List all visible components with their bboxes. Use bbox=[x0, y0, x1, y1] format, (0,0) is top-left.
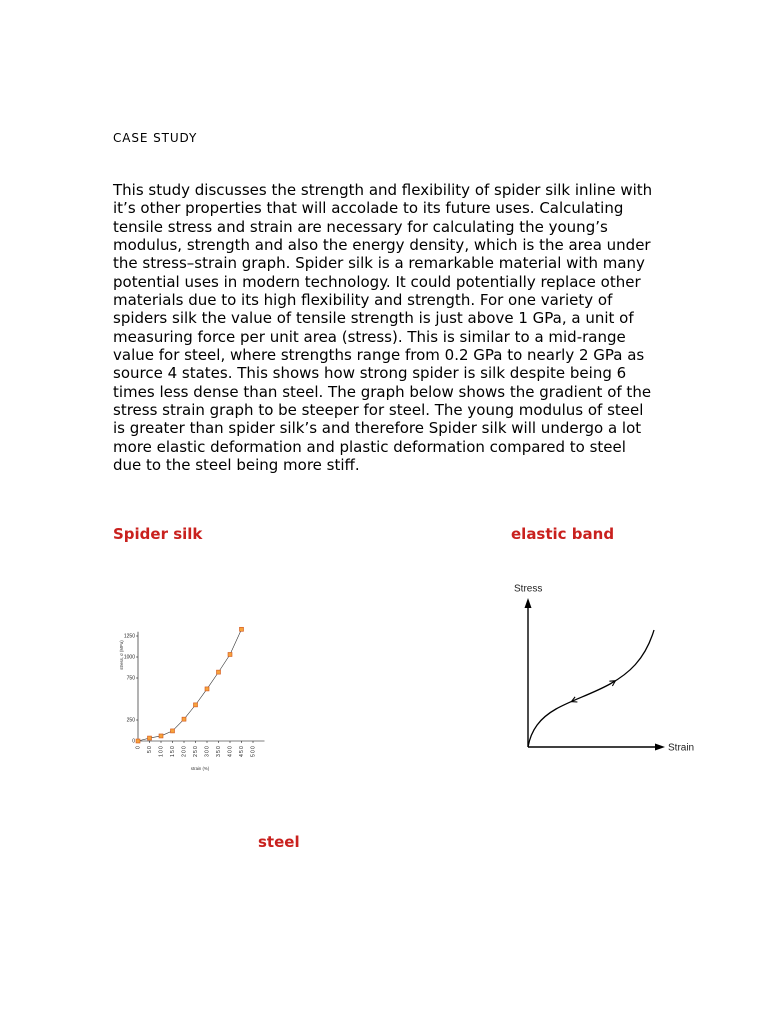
x-tick-label: 50 bbox=[147, 745, 154, 753]
data-point bbox=[205, 687, 209, 691]
spider-silk-stress-strain-chart bbox=[110, 622, 270, 777]
data-point bbox=[182, 717, 186, 721]
y-tick-label: 1250 bbox=[123, 633, 135, 640]
data-point bbox=[148, 736, 152, 740]
body-line: measuring force per unit area (stress). This is similar to a mid-range bbox=[113, 327, 626, 346]
x-tick-label: 300 bbox=[204, 745, 211, 757]
x-tick-label: 150 bbox=[170, 745, 177, 757]
body-line: more elastic deformation and plastic deformation compared to steel bbox=[113, 437, 626, 456]
x-tick-label: 100 bbox=[158, 745, 165, 757]
y-tick-label: 0 bbox=[132, 738, 135, 745]
body-line: value for steel, where strengths range from 0.2 GPa to nearly 2 GPa as bbox=[113, 346, 645, 365]
body-line: times less dense than steel. The graph below shows the gradient of the bbox=[113, 382, 652, 401]
x-tick-label: 0 bbox=[135, 745, 142, 749]
elastic-band-stress-strain-chart bbox=[505, 578, 705, 758]
data-point bbox=[136, 739, 140, 743]
x-tick-label: 200 bbox=[181, 745, 188, 757]
body-line: source 4 states. This shows how strong spider is silk despite being 6 bbox=[113, 364, 627, 383]
body-line: due to the steel being more stiff. bbox=[113, 456, 360, 475]
data-point bbox=[159, 734, 163, 738]
x-axis-label: Strain bbox=[668, 742, 695, 754]
stress-strain-curve bbox=[528, 630, 654, 747]
body-line: stress strain graph to be steeper for steel. The young modulus of steel bbox=[113, 401, 644, 420]
y-tick-label: 1000 bbox=[123, 654, 135, 661]
y-tick-label: 250 bbox=[126, 717, 135, 724]
x-tick-label: 400 bbox=[227, 745, 234, 757]
x-axis-label: strain (%) bbox=[190, 766, 210, 771]
x-tick-label: 350 bbox=[216, 745, 223, 757]
body-line: it’s other properties that will accolade to its future uses. Calculating bbox=[113, 199, 624, 218]
body-line: tensile stress and strain are necessary for calculating the young’s bbox=[113, 217, 608, 236]
body-line: potential uses in modern technology. It could potentially replace other bbox=[113, 272, 641, 291]
x-tick-label: 250 bbox=[193, 745, 200, 757]
spider-silk-heading: Spider silk bbox=[113, 525, 203, 543]
case-study-heading: CASE STUDY bbox=[113, 131, 198, 145]
y-tick-label: 750 bbox=[126, 675, 135, 682]
data-point bbox=[171, 729, 175, 733]
data-point bbox=[194, 703, 198, 707]
steel-heading: steel bbox=[258, 833, 300, 851]
body-line: materials due to its high flexibility and strength. For one variety of bbox=[113, 291, 613, 310]
body-line: the stress–strain graph. Spider silk is a remarkable material with many bbox=[113, 254, 645, 273]
body-line: modulus, strength and also the energy density, which is the area under bbox=[113, 236, 651, 255]
y-axis-arrow-icon bbox=[525, 598, 532, 608]
elastic-band-heading: elastic band bbox=[511, 525, 615, 543]
x-tick-label: 500 bbox=[250, 745, 257, 757]
x-axis-arrow-icon bbox=[655, 744, 665, 751]
x-tick-label: 450 bbox=[239, 745, 246, 757]
body-line: This study discusses the strength and flexibility of spider silk inline with bbox=[113, 181, 653, 199]
data-point bbox=[240, 627, 244, 631]
series-line bbox=[138, 629, 242, 741]
body-line: is greater than spider silk’s and therefore Spider silk will undergo a lot bbox=[113, 419, 642, 438]
body-paragraph bbox=[113, 181, 652, 475]
y-axis-label: stress, σ (MPa) bbox=[119, 640, 124, 670]
body-line: spiders silk the value of tensile strength is just above 1 GPa, a unit of bbox=[113, 309, 634, 328]
y-axis-label: Stress bbox=[514, 583, 543, 595]
data-point bbox=[228, 652, 232, 656]
data-point bbox=[217, 670, 221, 674]
